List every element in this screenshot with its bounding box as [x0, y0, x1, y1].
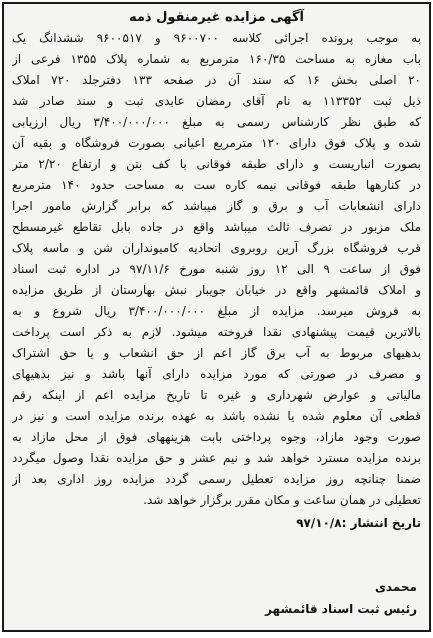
notice-line: شده و پلاک فوق دارای ۱۲۰ مترمربع اعیانی بصورت فروشگاه و بقیه آن [12, 136, 421, 150]
notice-line: ذیل ثبت ۱۱۳۳۵۲ به نام آقای رمضان عابدی ثبت و سند صادر شد [12, 94, 421, 108]
notice-line: ۲۰ اصلی بخش ۱۶ که سند آن در صفحه ۱۳۳ دفترجلد ۷۲۰ املاک [12, 73, 421, 87]
notice-line: صورت وجود مازاد، وجوه پرداختی بابت هزینههای فوق از محل مازاد به [12, 430, 421, 444]
notice-line: بالاترین قیمت پیشنهادی نقدا فروخته میشود. لازم به ذکر است پرداخت [12, 325, 421, 339]
notice-line: باب مغازه به مساحت ۱۶۰/۳۵ مترمربع به شماره پلاک ۱۳۵۵ فرعی از [12, 52, 421, 66]
notice-line: بدهیهای مربوط به آب برق گاز اعم از حق انشعاب و یا حق اشتراک [12, 346, 421, 360]
notice-line: فوق از ساعت ۹ الی ۱۲ روز شنبه مورخ ۹۷/۱۱/۶ در اداره ثبت اسناد [12, 262, 421, 276]
notice-line: مالیاتی و عوارض شهرداری و غیره تا تاریخ مزایده اعم از اینکه رقم [12, 388, 421, 402]
notice-line: و املاک قائمشهر واقع در خیابان جویبار نبش بهارستان از طریق مزایده [12, 283, 421, 297]
notice-line: قطعی آن معلوم شده یا نشده باشد به عهده برنده مزایده است و نیز در [12, 409, 421, 423]
notice-line: دارای انشعابات آب و برق و گاز میباشد که برابر گزارش مامور اجرا [12, 199, 421, 213]
publication-date: تاریخ انتشار :۹۷/۱۰/۸ [296, 516, 421, 530]
signatory-title: رئیس ثبت اسناد قائمشهر [265, 602, 417, 616]
signatory-name: محمدی [374, 580, 417, 594]
notice-line: تعطیلی در همان ساعت و مکان مقرر برگزار خواهد شد. [143, 493, 421, 507]
notice-line: بصورت انباریست و دارای طبقه فوقانی با کف بتن و ارتفاع ۲/۲۰ متر [12, 157, 421, 171]
notice-line: ملک مزبور در تصرف ثالث میباشد واقع در جاده بابل تقاطع غیرمسطح [12, 220, 421, 234]
signature-block [265, 576, 417, 620]
legal-notice-clipping [2, 2, 431, 632]
notice-line: به موجب پرونده اجرائی کلاسه ۹۶۰۰۷۰۰ و ۹۶۰۰۵۱۷ ششدانگ یک [12, 31, 421, 45]
notice-line: به فروش میرسد. مزایده از مبلغ ۳/۴۰۰/۰۰۰/۰۰۰ ریال شروع و به [12, 304, 421, 318]
notice-line: برنده مزایده مسترد خواهد شد و نیم عشر و حق مزایده نقدا وصول میگردد [12, 451, 421, 465]
notice-title: آگهی مزایده غیرمنقول ذمه [128, 10, 304, 25]
notice-line: و مصرف در صورتی که مورد مزایده دارای آنها باشد و نیز بدهیهای [12, 367, 421, 381]
notice-line: که طبق نظر کارشناس رسمی به مبلغ ۳/۴۰۰/۰۰۰/۰۰۰ ریال ارزیابی [12, 115, 421, 129]
notice-body [12, 28, 421, 511]
notice-line: ضمنا چنانچه روز مزایده تعطیل رسمی گردد مزایده روز اداری بعد از [12, 472, 421, 486]
notice-line: قرب فروشگاه بزرگ آرین روبروی اتحادیه کامیونداران شن و ماسه پلاک [12, 241, 421, 255]
notice-line: در کنارهها طبقه فوقانی نیمه کاره ست به مساحت حدود ۱۴۰ مترمربع [12, 178, 421, 192]
